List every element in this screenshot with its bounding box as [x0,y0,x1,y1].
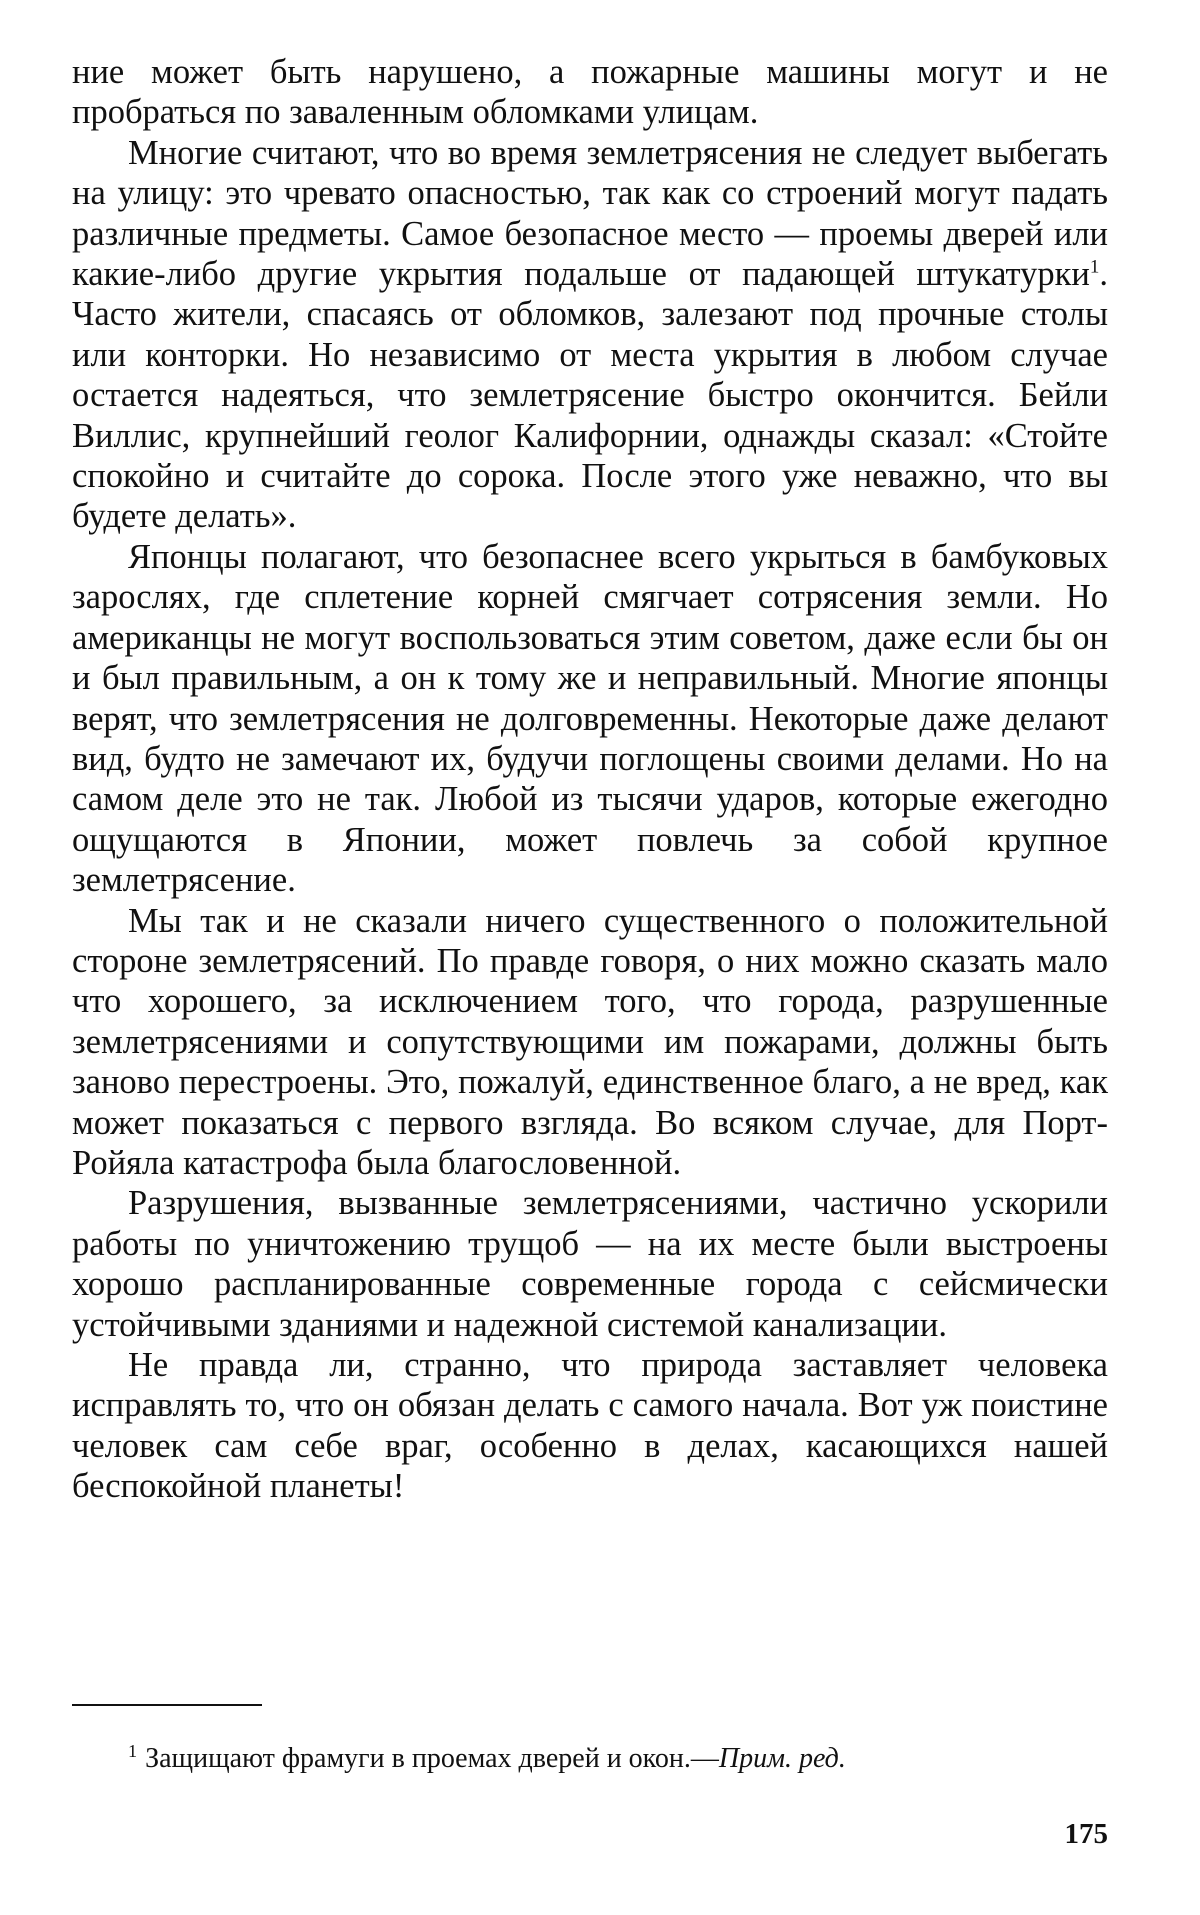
paragraph-continuation: ние может быть нарушено, а пожарные машины могут и не пробраться по заваленным обломками улицам. [72,53,1108,132]
page-body [72,52,1108,1507]
footnote [72,1742,1108,1776]
footnote-text: Защищают фрамуги в проемах дверей и окон.— [145,1743,719,1774]
paragraph-reconstruction: Разрушения, вызванные землетрясениями, частично ускорили работы по уничтожению трущоб — на их месте были выстроены хорошо распланированные современные города с сейсмически устойчивыми зданиями и надежной системой канализации. [72,1184,1108,1344]
paragraph-positive-side: Мы так и не сказали ничего существенного о положительной стороне землетрясений. По правде говоря, о них можно сказать мало что хорошего, за исключением того, что города, разрушенные землетрясениями и сопутствующими им пожарами, должны быть заново перестроены. Это, пожалуй, единственное благо, а не вред, как может показаться с первого взгляда. Во всяком случае, для Порт-Ройяла катастрофа была благословенной. [72,901,1108,1182]
footnote-reference[interactable]: 1 [1089,256,1100,278]
footnote-editor-note: Прим. ред. [718,1743,846,1774]
paragraph-japan: Японцы полагают, что безопаснее всего укрыться в бамбуковых зарослях, где сплетение корней смягчает сотрясения земли. Но американцы не могут воспользоваться этим советом, даже если бы он и был правильным, а он к тому же и неправильный. Многие японцы верят, что землетрясения не долговременны. Некоторые даже делают вид, будто не замечают их, будучи поглощены своими делами. Но на самом деле это не так. Любой из тысячи ударов, которые ежегодно ощущаются в Японии, может повлечь за собой крупное землетрясение. [72,537,1108,900]
footnote-number: 1 [128,1740,138,1761]
page-number: 175 [1064,1818,1108,1850]
footnote-divider [72,1704,262,1706]
paragraph-text: Многие считают, что во время землетрясения не следует выбегать на улицу: это чревато опасностью, так как со строений могут падать различные предметы. Самое безопасное место — проемы дверей или какие-либо другие укрытия подальше от падающей штукатурки [72,133,1108,294]
paragraph-safety-advice [72,133,1108,537]
paragraph-conclusion: Не правда ли, странно, что природа заставляет человека исправлять то, что он обязан делать с самого начала. Вот уж поистине человек сам себе враг, особенно в делах, касающихся нашей беспокойной планеты! [72,1346,1108,1506]
paragraph-text: . Часто жители, спасаясь от обломков, залезают под прочные столы или конторки. Но независимо от места укрытия в любом случае остается надеяться, что землетрясение быстро окончится. Бейли Виллис, крупнейший геолог Калифорнии, однажды сказал: «Стойте спокойно и считайте до сорока. После этого уже неважно, что вы будете делать». [72,255,1108,536]
